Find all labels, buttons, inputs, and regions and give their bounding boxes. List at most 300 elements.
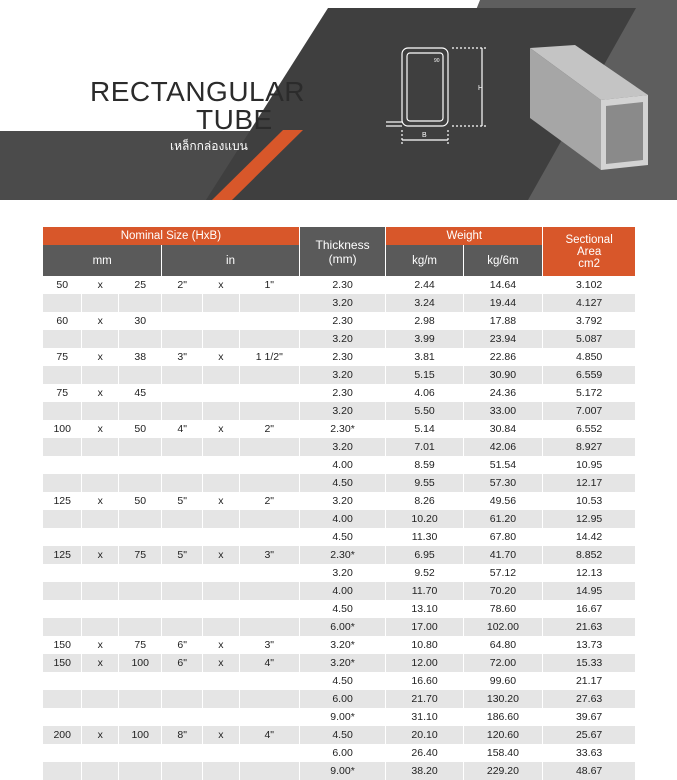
table-cell bbox=[82, 672, 118, 690]
table-cell bbox=[82, 510, 118, 528]
table-cell: 14.95 bbox=[543, 582, 635, 600]
table-cell: 4.06 bbox=[386, 384, 462, 402]
table-cell: 3.20 bbox=[300, 330, 386, 348]
table-cell: x bbox=[82, 420, 118, 438]
table-cell: 23.94 bbox=[464, 330, 543, 348]
table-cell bbox=[43, 438, 81, 456]
table-cell bbox=[203, 672, 239, 690]
table-cell: 60 bbox=[43, 312, 81, 330]
table-cell: 125 bbox=[43, 546, 81, 564]
table-cell: 25.67 bbox=[543, 726, 635, 744]
table-cell: 7.01 bbox=[386, 438, 462, 456]
table-cell: 5.14 bbox=[386, 420, 462, 438]
table-cell: 3.102 bbox=[543, 276, 635, 294]
table-cell bbox=[240, 690, 299, 708]
table-cell bbox=[203, 384, 239, 402]
table-cell: 75 bbox=[119, 636, 161, 654]
table-row bbox=[43, 492, 635, 510]
table-cell: 15.33 bbox=[543, 654, 635, 672]
table-cell bbox=[203, 330, 239, 348]
table-cell bbox=[240, 510, 299, 528]
spec-table bbox=[42, 227, 636, 780]
table-cell bbox=[82, 600, 118, 618]
table-row bbox=[43, 420, 635, 438]
header-sectional-area bbox=[543, 227, 635, 276]
table-cell bbox=[119, 294, 161, 312]
table-row bbox=[43, 510, 635, 528]
table-cell bbox=[43, 600, 81, 618]
table-cell: 61.20 bbox=[464, 510, 543, 528]
table-cell: 2.30* bbox=[300, 420, 386, 438]
table-cell bbox=[43, 708, 81, 726]
table-cell bbox=[203, 618, 239, 636]
table-cell: 21.70 bbox=[386, 690, 462, 708]
table-cell: 9.55 bbox=[386, 474, 462, 492]
table-row bbox=[43, 618, 635, 636]
table-cell bbox=[203, 744, 239, 762]
table-cell: 30.84 bbox=[464, 420, 543, 438]
table-cell: x bbox=[82, 384, 118, 402]
table-cell: 3.20 bbox=[300, 402, 386, 420]
table-cell: 10.95 bbox=[543, 456, 635, 474]
table-cell bbox=[162, 708, 202, 726]
table-cell bbox=[162, 564, 202, 582]
table-cell bbox=[240, 294, 299, 312]
table-cell: 5" bbox=[162, 546, 202, 564]
table-cell: 13.10 bbox=[386, 600, 462, 618]
table-cell: 14.42 bbox=[543, 528, 635, 546]
thickness-unit: (mm) bbox=[328, 251, 357, 266]
table-cell: x bbox=[82, 654, 118, 672]
table-cell bbox=[43, 582, 81, 600]
table-cell bbox=[43, 366, 81, 384]
table-cell bbox=[162, 438, 202, 456]
table-cell: 3.20* bbox=[300, 636, 386, 654]
table-cell: x bbox=[203, 420, 239, 438]
table-cell bbox=[240, 330, 299, 348]
table-row bbox=[43, 474, 635, 492]
subtitle-thai: เหล็กกล่องแบน bbox=[170, 139, 248, 153]
table-cell: 2.30 bbox=[300, 276, 386, 294]
table-cell bbox=[203, 600, 239, 618]
table-cell: x bbox=[82, 492, 118, 510]
table-cell: x bbox=[82, 546, 118, 564]
table-cell: 3.99 bbox=[386, 330, 462, 348]
table-cell: 8.59 bbox=[386, 456, 462, 474]
header-kg-6m: kg/6m bbox=[464, 245, 543, 276]
table-cell: 100 bbox=[43, 420, 81, 438]
table-row bbox=[43, 726, 635, 744]
table-cell: 26.40 bbox=[386, 744, 462, 762]
table-cell: 3" bbox=[240, 636, 299, 654]
table-cell bbox=[82, 564, 118, 582]
table-cell bbox=[162, 366, 202, 384]
table-cell: 31.10 bbox=[386, 708, 462, 726]
table-cell bbox=[119, 474, 161, 492]
table-cell: 99.60 bbox=[464, 672, 543, 690]
table-cell bbox=[82, 708, 118, 726]
table-cell: 2" bbox=[240, 492, 299, 510]
table-cell: 4.00 bbox=[300, 510, 386, 528]
table-cell bbox=[162, 312, 202, 330]
table-cell: 12.13 bbox=[543, 564, 635, 582]
table-cell bbox=[162, 474, 202, 492]
table-cell bbox=[203, 762, 239, 780]
table-cell bbox=[240, 456, 299, 474]
table-cell: 6.00 bbox=[300, 744, 386, 762]
table-cell: 4.50 bbox=[300, 726, 386, 744]
table-cell: 12.00 bbox=[386, 654, 462, 672]
table-cell: 4.00 bbox=[300, 456, 386, 474]
table-row bbox=[43, 654, 635, 672]
table-row bbox=[43, 708, 635, 726]
table-cell: 13.73 bbox=[543, 636, 635, 654]
table-cell bbox=[82, 474, 118, 492]
table-cell: 4.50 bbox=[300, 672, 386, 690]
table-cell bbox=[162, 744, 202, 762]
table-cell bbox=[162, 510, 202, 528]
table-cell bbox=[82, 582, 118, 600]
table-cell bbox=[240, 474, 299, 492]
table-cell bbox=[43, 744, 81, 762]
table-cell: x bbox=[82, 726, 118, 744]
table-cell: 7.007 bbox=[543, 402, 635, 420]
table-cell: 11.70 bbox=[386, 582, 462, 600]
table-cell: 70.20 bbox=[464, 582, 543, 600]
table-cell: 10.80 bbox=[386, 636, 462, 654]
table-cell: 6.95 bbox=[386, 546, 462, 564]
table-cell: 200 bbox=[43, 726, 81, 744]
table-cell bbox=[43, 762, 81, 780]
table-cell: 3" bbox=[240, 546, 299, 564]
table-cell bbox=[240, 564, 299, 582]
table-cell: 130.20 bbox=[464, 690, 543, 708]
table-cell bbox=[43, 564, 81, 582]
table-cell: 3.20* bbox=[300, 654, 386, 672]
header-in: in bbox=[162, 245, 298, 276]
table-cell: 8.852 bbox=[543, 546, 635, 564]
table-row bbox=[43, 366, 635, 384]
table-cell bbox=[43, 528, 81, 546]
table-cell: 9.52 bbox=[386, 564, 462, 582]
table-cell: 21.17 bbox=[543, 672, 635, 690]
table-cell: 48.67 bbox=[543, 762, 635, 780]
table-cell bbox=[119, 510, 161, 528]
table-row bbox=[43, 528, 635, 546]
table-cell: 49.56 bbox=[464, 492, 543, 510]
table-cell bbox=[119, 330, 161, 348]
table-cell: 4.00 bbox=[300, 582, 386, 600]
table-cell: 42.06 bbox=[464, 438, 543, 456]
table-cell: 16.60 bbox=[386, 672, 462, 690]
table-cell: 5.15 bbox=[386, 366, 462, 384]
table-cell bbox=[240, 438, 299, 456]
table-cell bbox=[162, 330, 202, 348]
table-cell: 12.95 bbox=[543, 510, 635, 528]
table-cell: 45 bbox=[119, 384, 161, 402]
table-cell: 3.20 bbox=[300, 366, 386, 384]
table-cell: 27.63 bbox=[543, 690, 635, 708]
table-cell bbox=[240, 384, 299, 402]
table-cell bbox=[162, 600, 202, 618]
table-cell: 186.60 bbox=[464, 708, 543, 726]
table-cell: 41.70 bbox=[464, 546, 543, 564]
table-cell: 57.30 bbox=[464, 474, 543, 492]
table-cell: 20.10 bbox=[386, 726, 462, 744]
table-cell: 3.20 bbox=[300, 438, 386, 456]
table-cell: x bbox=[82, 348, 118, 366]
table-cell: 16.67 bbox=[543, 600, 635, 618]
table-cell bbox=[162, 690, 202, 708]
table-cell: x bbox=[203, 546, 239, 564]
table-cell: 3.24 bbox=[386, 294, 462, 312]
table-cell: 8.26 bbox=[386, 492, 462, 510]
table-cell: 2.98 bbox=[386, 312, 462, 330]
table-cell: 2.30 bbox=[300, 348, 386, 366]
table-row bbox=[43, 456, 635, 474]
table-cell: 5.172 bbox=[543, 384, 635, 402]
angle-label: 90 bbox=[434, 58, 440, 64]
table-cell bbox=[162, 528, 202, 546]
table-row bbox=[43, 744, 635, 762]
table-cell: 75 bbox=[43, 384, 81, 402]
table-cell: 1 1/2" bbox=[240, 348, 299, 366]
table-row bbox=[43, 312, 635, 330]
title-tube: TUBE bbox=[196, 104, 273, 135]
table-cell bbox=[82, 762, 118, 780]
table-cell bbox=[203, 366, 239, 384]
spec-table-body bbox=[43, 276, 635, 780]
table-cell: 17.88 bbox=[464, 312, 543, 330]
table-cell: 5.087 bbox=[543, 330, 635, 348]
table-cell: 25 bbox=[119, 276, 161, 294]
table-cell: 229.20 bbox=[464, 762, 543, 780]
table-cell: 4.50 bbox=[300, 600, 386, 618]
table-row bbox=[43, 294, 635, 312]
table-cell: 6.00* bbox=[300, 618, 386, 636]
table-cell: 158.40 bbox=[464, 744, 543, 762]
table-cell bbox=[119, 690, 161, 708]
header-weight: Weight bbox=[386, 227, 542, 245]
table-cell bbox=[119, 438, 161, 456]
thickness-label: Thickness bbox=[315, 237, 370, 252]
table-row bbox=[43, 384, 635, 402]
table-cell bbox=[119, 402, 161, 420]
table-cell: 125 bbox=[43, 492, 81, 510]
table-cell bbox=[240, 600, 299, 618]
table-cell bbox=[119, 708, 161, 726]
table-cell bbox=[203, 294, 239, 312]
table-cell: 6.552 bbox=[543, 420, 635, 438]
area-label: Area bbox=[576, 245, 602, 258]
table-cell bbox=[240, 402, 299, 420]
table-cell bbox=[203, 582, 239, 600]
table-row bbox=[43, 636, 635, 654]
table-cell: 50 bbox=[43, 276, 81, 294]
table-cell: 57.12 bbox=[464, 564, 543, 582]
table-cell: 33.63 bbox=[543, 744, 635, 762]
table-cell: x bbox=[203, 654, 239, 672]
table-cell bbox=[82, 528, 118, 546]
table-cell: 50 bbox=[119, 420, 161, 438]
table-row bbox=[43, 438, 635, 456]
table-row bbox=[43, 582, 635, 600]
table-cell bbox=[43, 618, 81, 636]
table-cell: x bbox=[203, 348, 239, 366]
table-cell: 4" bbox=[162, 420, 202, 438]
table-cell: 33.00 bbox=[464, 402, 543, 420]
table-cell: x bbox=[203, 492, 239, 510]
table-cell bbox=[43, 690, 81, 708]
table-cell bbox=[119, 672, 161, 690]
table-cell: 5.50 bbox=[386, 402, 462, 420]
table-cell bbox=[119, 744, 161, 762]
table-cell: 19.44 bbox=[464, 294, 543, 312]
table-cell bbox=[240, 672, 299, 690]
table-cell bbox=[162, 294, 202, 312]
table-row bbox=[43, 546, 635, 564]
table-cell: 3.81 bbox=[386, 348, 462, 366]
table-cell: x bbox=[203, 276, 239, 294]
header-thickness bbox=[300, 227, 386, 276]
table-cell: 38 bbox=[119, 348, 161, 366]
table-cell: 10.53 bbox=[543, 492, 635, 510]
table-cell: x bbox=[82, 276, 118, 294]
table-cell bbox=[43, 294, 81, 312]
table-cell bbox=[240, 744, 299, 762]
table-cell: 6.559 bbox=[543, 366, 635, 384]
table-cell bbox=[203, 690, 239, 708]
table-cell bbox=[82, 438, 118, 456]
table-cell: 5" bbox=[162, 492, 202, 510]
table-cell bbox=[119, 762, 161, 780]
table-cell bbox=[43, 330, 81, 348]
table-cell: 3.792 bbox=[543, 312, 635, 330]
table-cell bbox=[43, 672, 81, 690]
table-cell bbox=[162, 582, 202, 600]
table-cell: x bbox=[82, 312, 118, 330]
table-cell bbox=[240, 366, 299, 384]
table-cell bbox=[82, 690, 118, 708]
table-cell bbox=[82, 366, 118, 384]
table-cell bbox=[162, 672, 202, 690]
table-cell bbox=[162, 384, 202, 402]
sectional-label: Sectional bbox=[565, 233, 613, 246]
table-cell bbox=[43, 402, 81, 420]
table-cell bbox=[119, 618, 161, 636]
table-cell: 4.127 bbox=[543, 294, 635, 312]
table-cell bbox=[203, 438, 239, 456]
table-cell: 2.30* bbox=[300, 546, 386, 564]
table-cell: x bbox=[82, 636, 118, 654]
table-cell bbox=[82, 294, 118, 312]
table-cell bbox=[82, 456, 118, 474]
table-cell: 102.00 bbox=[464, 618, 543, 636]
table-cell bbox=[43, 456, 81, 474]
table-cell: 75 bbox=[43, 348, 81, 366]
table-cell: 50 bbox=[119, 492, 161, 510]
table-cell: 39.67 bbox=[543, 708, 635, 726]
table-cell: 3.20 bbox=[300, 492, 386, 510]
table-cell bbox=[203, 708, 239, 726]
width-label: B bbox=[422, 132, 427, 139]
table-cell bbox=[119, 528, 161, 546]
table-cell bbox=[119, 456, 161, 474]
table-cell: 120.60 bbox=[464, 726, 543, 744]
table-row bbox=[43, 672, 635, 690]
table-cell bbox=[119, 564, 161, 582]
table-row bbox=[43, 600, 635, 618]
table-cell bbox=[82, 330, 118, 348]
table-cell bbox=[162, 762, 202, 780]
table-cell: 9.00* bbox=[300, 708, 386, 726]
table-cell: 150 bbox=[43, 654, 81, 672]
table-cell: 100 bbox=[119, 726, 161, 744]
table-cell bbox=[240, 708, 299, 726]
table-cell: 78.60 bbox=[464, 600, 543, 618]
table-cell: 3" bbox=[162, 348, 202, 366]
table-cell: 8" bbox=[162, 726, 202, 744]
table-row bbox=[43, 564, 635, 582]
table-cell: 10.20 bbox=[386, 510, 462, 528]
table-row bbox=[43, 348, 635, 366]
table-cell: 9.00* bbox=[300, 762, 386, 780]
area-unit: cm2 bbox=[578, 257, 600, 270]
table-cell: 2" bbox=[162, 276, 202, 294]
table-row bbox=[43, 402, 635, 420]
table-cell: 38.20 bbox=[386, 762, 462, 780]
table-cell bbox=[43, 474, 81, 492]
table-cell bbox=[119, 582, 161, 600]
height-label: H bbox=[478, 85, 484, 92]
table-cell bbox=[82, 618, 118, 636]
table-row bbox=[43, 762, 635, 780]
table-cell bbox=[240, 312, 299, 330]
table-cell: 3.20 bbox=[300, 294, 386, 312]
table-cell: 64.80 bbox=[464, 636, 543, 654]
table-cell bbox=[203, 456, 239, 474]
table-cell: 4.50 bbox=[300, 528, 386, 546]
header-mm: mm bbox=[43, 245, 161, 276]
table-cell: 11.30 bbox=[386, 528, 462, 546]
table-cell: 4" bbox=[240, 726, 299, 744]
table-cell bbox=[203, 474, 239, 492]
table-cell bbox=[240, 618, 299, 636]
table-cell: 2.30 bbox=[300, 384, 386, 402]
table-cell: 14.64 bbox=[464, 276, 543, 294]
table-cell: 2" bbox=[240, 420, 299, 438]
table-cell: 17.00 bbox=[386, 618, 462, 636]
table-cell: 100 bbox=[119, 654, 161, 672]
table-cell bbox=[119, 600, 161, 618]
table-cell: 8.927 bbox=[543, 438, 635, 456]
table-cell bbox=[203, 510, 239, 528]
table-cell: 4.850 bbox=[543, 348, 635, 366]
table-row bbox=[43, 330, 635, 348]
table-cell bbox=[82, 744, 118, 762]
table-cell: 1" bbox=[240, 276, 299, 294]
table-cell bbox=[82, 402, 118, 420]
table-cell: 4" bbox=[240, 654, 299, 672]
table-cell: 75 bbox=[119, 546, 161, 564]
table-cell bbox=[162, 618, 202, 636]
table-cell bbox=[203, 528, 239, 546]
table-cell: 51.54 bbox=[464, 456, 543, 474]
table-cell: 24.36 bbox=[464, 384, 543, 402]
table-cell: 4.50 bbox=[300, 474, 386, 492]
table-cell: 12.17 bbox=[543, 474, 635, 492]
table-cell bbox=[119, 366, 161, 384]
